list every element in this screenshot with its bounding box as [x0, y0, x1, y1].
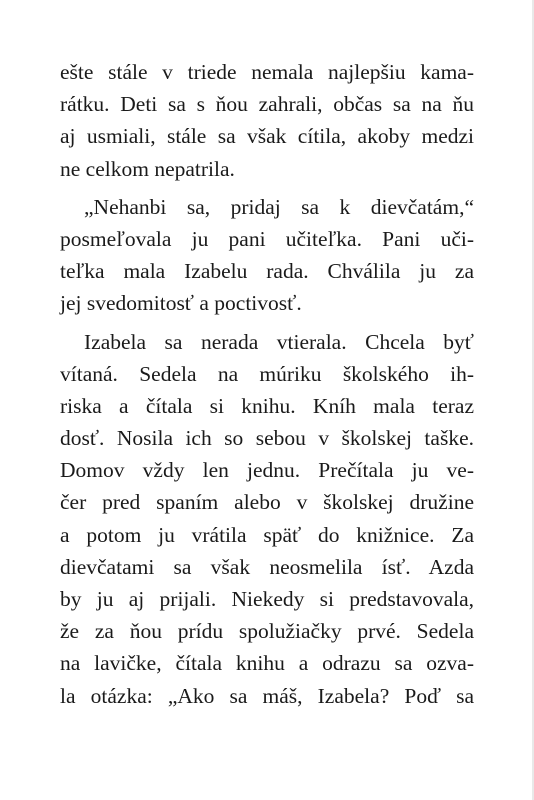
paragraph: [60, 191, 474, 320]
text-line: na lavičke, čítala knihu a odrazu sa ozva-: [60, 651, 474, 676]
text-line: vítaná. Sedela na múriku školského ih-: [60, 361, 474, 386]
text-line: a potom ju vrátila späť do knižnice. Za: [60, 522, 474, 547]
text-line: by ju aj prijali. Niekedy si predstavovala,: [60, 587, 474, 611]
body-text: [60, 56, 474, 712]
paragraph: [60, 326, 474, 712]
text-line: teľka mala Izabelu rada. Chválila ju za: [60, 259, 474, 284]
text-line: rátku. Deti sa s ňou zahrali, občas sa na ňu: [60, 92, 474, 117]
text-line: posmeľovala ju pani učiteľka. Pani uči-: [60, 226, 474, 251]
text-line: jej svedomitosť a poctivosť.: [60, 291, 302, 316]
text-line: čer pred spaním alebo v školskej družine: [60, 490, 474, 515]
text-line: la otázka: „Ako sa máš, Izabela? Poď sa: [60, 683, 474, 708]
text-line: Domov vždy len jednu. Prečítala ju ve-: [60, 458, 474, 483]
text-line: dievčatami sa však neosmelila ísť. Azda: [60, 554, 474, 579]
text-line: dosť. Nosila ich so sebou v školskej taške.: [60, 426, 474, 451]
paragraph: [60, 56, 474, 185]
text-line: Izabela sa nerada vtierala. Chcela byť: [84, 329, 474, 354]
text-line: ešte stále v triede nemala najlepšiu kama-: [60, 60, 474, 84]
text-line: aj usmiali, stále sa však cítila, akoby medzi: [60, 124, 474, 149]
text-line: že za ňou prídu spolužiačky prvé. Sedela: [60, 619, 474, 644]
text-line: „Nehanbi sa, pridaj sa k dievčatám,“: [84, 194, 474, 219]
text-line: riska a čítala si knihu. Kníh mala teraz: [60, 393, 474, 418]
text-line: ne celkom nepatrila.: [60, 156, 235, 181]
